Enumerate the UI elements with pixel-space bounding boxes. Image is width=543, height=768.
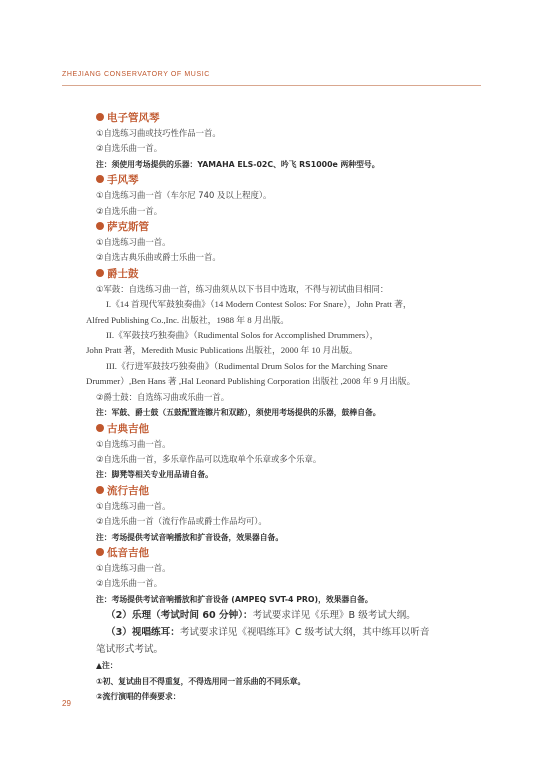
section-heading-classical-guitar: 古典吉他 [96, 421, 481, 437]
music-theory-line: （2）乐理（考试时间 60 分钟）：考试要求详见《乐理》B 级考试大纲。 [106, 610, 416, 622]
note-line: 注：须使用考场提供的乐器：YAMAHA ELS-02C、吟飞 RS1000e 两种型号。 [96, 159, 380, 169]
requirement-line: ①自选练习曲一首。 [96, 500, 171, 511]
requirement-line: ①自选练习曲一首。 [96, 438, 171, 449]
book-entry-line: II.《军鼓技巧独奏曲》（Rudimental Solos for Accomplished Drummers）， [106, 330, 379, 341]
requirement-line: ①自选练习曲一首（车尔尼 740 及以上程度）。 [96, 190, 272, 201]
sight-singing-continuation: 笔试形式考试。 [96, 644, 164, 656]
requirement-line: ①自选练习曲一首。 [96, 562, 171, 573]
note-line: 注：考场提供考试音响播放和扩音设备 (AMPEQ SVT-4 PRO)，效果器自备。 [96, 594, 373, 604]
school-header: ZHEJIANG CONSERVATORY OF MUSIC [62, 71, 210, 78]
requirement-line: ②自选乐曲一首。 [96, 143, 163, 154]
requirement-line: ②自选乐曲一首（流行作品或爵士作品均可）。 [96, 516, 267, 527]
section-heading-saxophone: 萨克斯管 [96, 219, 481, 235]
header-divider [62, 85, 481, 86]
note-line: ②流行演唱的伴奏要求： [96, 691, 181, 701]
requirement-line: ②自选乐曲一首。 [96, 578, 163, 589]
book-entry-line: Drummer）,Ben Hans 著 ,Hal Leonard Publishing Corporation 出版社 ,2008 年 9 月出版。 [86, 376, 416, 387]
note-line: ①初、复试曲目不得重复，不得选用同一首乐曲的不同乐章。 [96, 676, 306, 686]
section-heading-electronic-organ: 电子管风琴 [96, 110, 481, 126]
book-entry-line: I.《14 首现代军鼓独奏曲》（14 Modern Contest Solos: For Snare），John Pratt 著， [106, 299, 412, 310]
requirement-line: ②爵士鼓：自选练习曲或乐曲一首。 [96, 391, 230, 402]
section-heading-accordion: 手风琴 [96, 172, 481, 188]
section-heading-bass-guitar: 低音吉他 [96, 545, 481, 561]
sight-singing-line: （3）视唱练耳：考试要求详见《视唱练耳》C 级考试大纲，其中练耳以听音 [106, 627, 430, 639]
note-line: 注：军鼓、爵士鼓（五鼓配置连镲片和双踏），须使用考场提供的乐器，鼓棒自备。 [96, 408, 381, 418]
bullet-dot-icon [96, 222, 104, 230]
book-entry-line: Alfred Publishing Co.,Inc. 出版社，1988 年 8 月出版。 [86, 314, 290, 325]
requirement-line: ①自选练习曲或技巧性作品一首。 [96, 128, 221, 138]
bullet-dot-icon [96, 175, 104, 183]
page-number: 29 [62, 699, 71, 708]
bullet-dot-icon [96, 113, 104, 121]
notes-title: ▲注： [96, 661, 118, 671]
requirement-line: ①军鼓：自选练习曲一首，练习曲须从以下书目中选取，不得与初试曲目相同： [96, 283, 389, 294]
requirement-line: ②自选古典乐曲或爵士乐曲一首。 [96, 252, 221, 263]
bullet-dot-icon [96, 424, 104, 432]
exam-requirements [86, 110, 481, 704]
note-line: 注：脚凳等相关专业用品请自备。 [96, 470, 213, 480]
note-line: 注：考场提供考试音响播放和扩音设备，效果器自备。 [96, 532, 284, 542]
book-entry-line: III.《行进军鼓技巧独奏曲》（Rudimental Drum Solos for the Marching Snare [106, 360, 388, 371]
requirement-line: ②自选乐曲一首。 [96, 205, 163, 216]
bullet-dot-icon [96, 548, 104, 556]
requirement-line: ①自选练习曲一首。 [96, 237, 171, 248]
book-entry-line: John Pratt 著，Meredith Music Publications 出版社，2000 年 10 月出版。 [86, 345, 358, 356]
bullet-dot-icon [96, 486, 104, 494]
section-heading-pop-guitar: 流行吉他 [96, 483, 481, 499]
bullet-dot-icon [96, 269, 104, 277]
requirement-line: ②自选乐曲一首，多乐章作品可以选取单个乐章或多个乐章。 [96, 453, 322, 464]
section-heading-jazz-drum: 爵士鼓 [96, 266, 481, 282]
